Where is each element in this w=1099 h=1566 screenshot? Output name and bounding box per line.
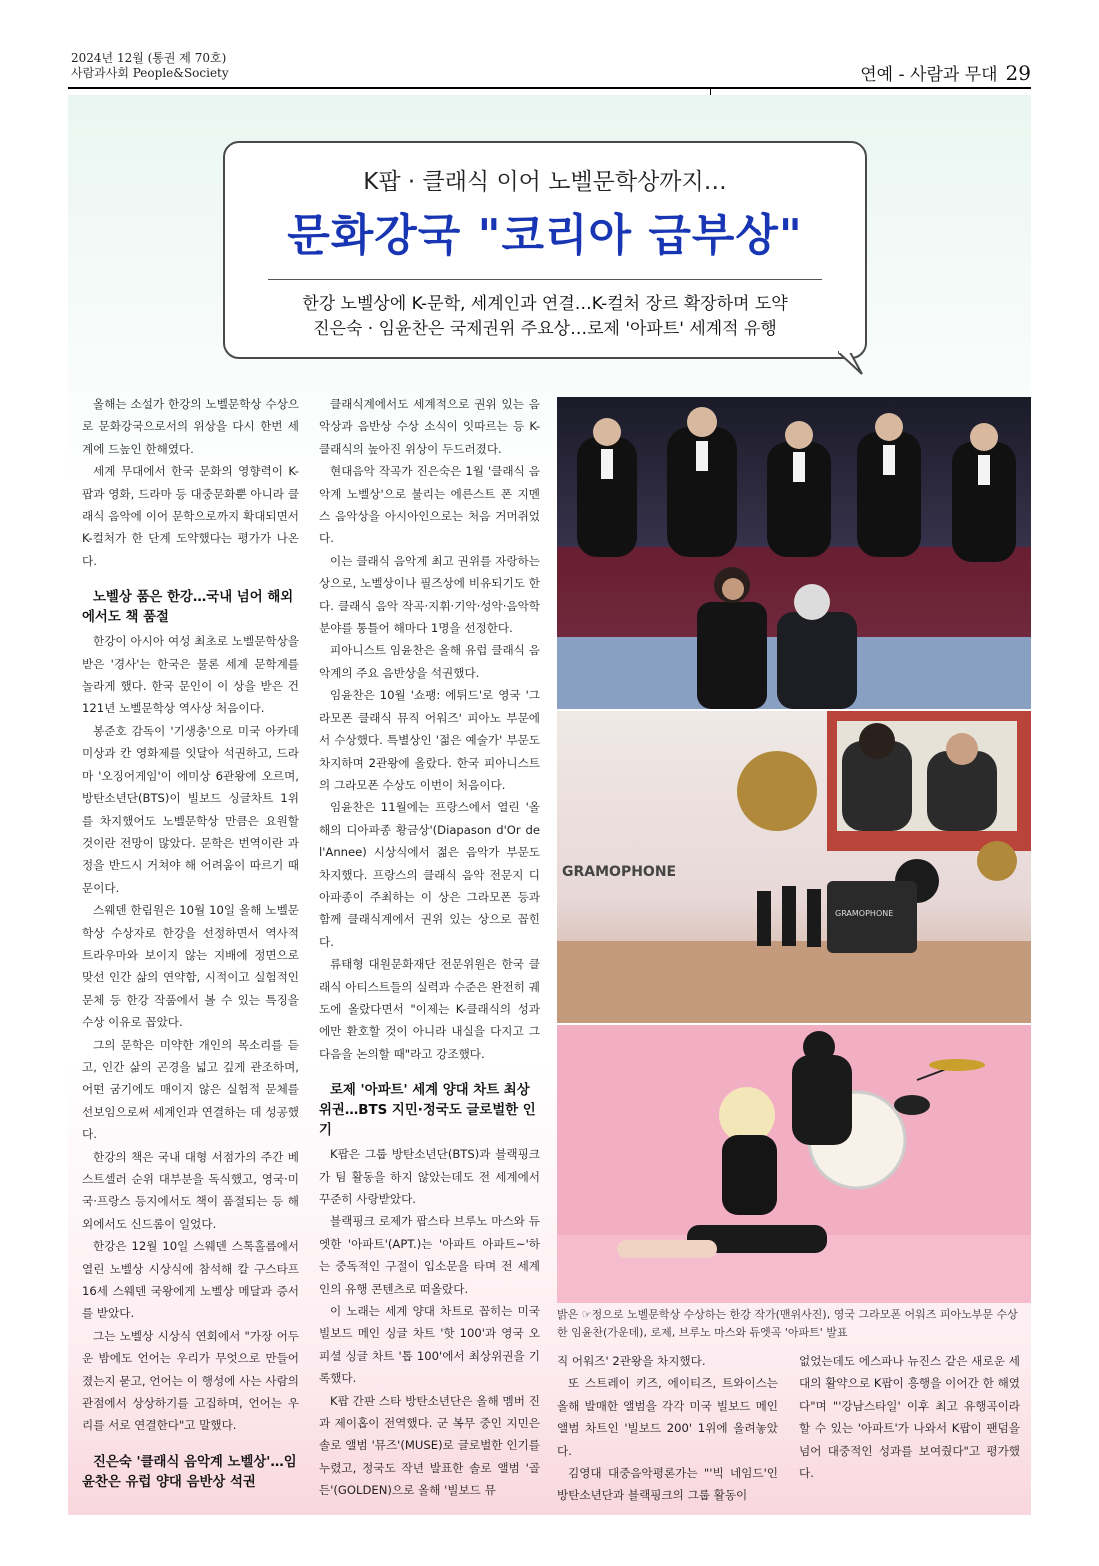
paragraph: K팝은 그룹 방탄소년단(BTS)과 블랙핑크가 팀 활동을 하지 않았는데도 전 세계에서 꾸준히 사랑받았다. (319, 1147, 540, 1206)
deck-line-2: 진은숙 · 임윤찬은 국제권위 주요상…로제 '아파트' 세계적 유행 (313, 319, 777, 339)
issue-date: 2024년 12월 (통권 제 70호) (71, 51, 227, 65)
article-column-2 (319, 393, 540, 1502)
lectern-sign: GRAMOPHONE (835, 909, 894, 918)
header-rule (68, 87, 1031, 89)
article-column-3 (557, 1350, 778, 1507)
photo-rose-bruno-mars (557, 1025, 1031, 1303)
publication-name: 사람과사회 People&Society (71, 66, 229, 80)
paragraph: 임윤찬은 11월에는 프랑스에서 열린 '올해의 디아파종 황금상'(Diapason d'Or de l'Annee) 시상식에서 젊은 음악가 부문도 차지했다. 프랑스의 클래식 음악 전문지 디아파종이 주최하는 이 상은 그라모폰 등과 함께 클래식계에서 권위 있는 상으로 꼽힌다. (319, 800, 540, 949)
page-number: 29 (1005, 61, 1031, 85)
paragraph: 임윤찬은 10월 '쇼팽: 에튀드'로 영국 '그라모폰 클래식 뮤직 어워즈' 피아노 부문에서 수상했다. 특별상인 '젊은 예술가' 부문도 차지하며 2관왕에 올랐다. 한국 피아니스트의 그라모폰 수상도 이번이 처음이다. (319, 688, 540, 792)
paragraph: K팝 간판 스타 방탄소년단은 올해 멤버 진과 제이홉이 전역했다. 군 복무 중인 지민은 솔로 앨범 '뮤즈'(MUSE)로 글로벌한 인기를 누렸고, 정국도 작년 발표한 솔로 앨범 '골든'(GOLDEN)으로 올해 '빌보드 뮤 (319, 1393, 540, 1498)
subheading: 로제 '아파트' 세계 양대 차트 최상위권…BTS 지민·정국도 글로벌한 인기 (319, 1083, 536, 1139)
subheading: 노벨상 품은 한강…국내 넘어 해외에서도 책 품절 (82, 590, 294, 626)
paragraph: 피아니스트 임윤찬은 올해 유럽 클래식 음악계의 주요 음반상을 석권했다. (319, 643, 540, 680)
paragraph: 이는 클래식 음악계 최고 권위를 자랑하는 상으로, 노벨상이나 필즈상에 비유되기도 한다. 클래식 음악 작곡·지휘·기악·성악·음악학 분야를 통틀어 해마다 1명을 선정한다. (319, 553, 540, 636)
paragraph: 김영대 대중음악평론가는 "'빅 네임드'인 방탄소년단과 블랙핑크의 그룹 활동이 (557, 1466, 778, 1503)
deck-line-1: 한강 노벨상에 K-문학, 세계인과 연결…K-컬처 장르 확장하며 도약 (302, 294, 788, 314)
issue-info (71, 51, 229, 81)
photo-nobel-ceremony (557, 397, 1031, 709)
paragraph: 또 스트레이 키즈, 에이티즈, 트와이스는 올해 발매한 앨범을 각각 미국 빌보드 메인 앨범 차트인 '빌보드 200' 1위에 올려놓았다. (557, 1376, 778, 1458)
bubble-tail (838, 350, 864, 376)
paragraph: 직 어워즈' 2관왕을 차지했다. (557, 1354, 706, 1368)
article-column-4 (799, 1350, 1020, 1484)
paragraph: 그는 노벨상 시상식 연회에서 "가장 어두운 밤에도 언어는 우리가 무엇으로 만들어졌는지 묻고, 언어는 이 행성에 사는 사람의 관점에서 상상하기를 고집하며, 언어는 우리를 서로 연결한다"고 말했다. (82, 1328, 299, 1433)
headline-title: 문화강국 "코리아 급부상" (287, 210, 803, 261)
paragraph: 현대음악 작곡가 진은숙은 1월 '클래식 음악계 노벨상'으로 불리는 에른스트 폰 지멘스 음악상을 아시아인으로는 처음 거머쥐었다. (319, 464, 540, 546)
paragraph: 스웨덴 한림원은 10월 10일 올해 노벨문학상 수상자로 한강을 선정하면서 역사적 트라우마와 보이지 않는 지배에 정면으로 맞선 인간 삶의 연약함, 시적이고 실험적인 문체 등 한강 작품에서 볼 수 있는 특징을 수상 이유로 꼽았다. (82, 903, 299, 1030)
article-column-1 (82, 393, 299, 1495)
paragraph: 없었는데도 에스파나 뉴진스 같은 새로운 세대의 활약으로 K팝이 흥행을 이어간 한 해였다"며 "'강남스타일' 이후 최고 유행곡이라 할 수 있는 '아파트'가 나와서 K팝이 팬덤을 넘어 대중적인 성과를 보여줬다"고 평가했다. (799, 1354, 1020, 1481)
headline-kicker: K팝 · 클래식 이어 노벨문학상까지… (363, 169, 727, 195)
gramophone-wall-text: GRAMOPHONE (562, 864, 677, 880)
paragraph: 한강의 책은 국내 대형 서점가의 주간 베스트셀러 순위 대부분을 독식했고, 영국·미국·프랑스 등지에서도 책이 품절되는 등 해외에서도 신드롬이 일었다. (82, 1149, 299, 1231)
paragraph: 세계 무대에서 한국 문화의 영향력이 K-팝과 영화, 드라마 등 대중문화뿐 아니라 클래식 음악에 이어 문학으로까지 확대되면서 K-컬처가 한 단계 도약했다는 평가가 나온다. (82, 464, 299, 568)
paragraph: 이 노래는 세계 양대 차트로 꼽히는 미국 빌보드 메인 싱글 차트 '핫 100'과 영국 오피셜 싱글 차트 '톱 100'에서 최상위권을 기록했다. (319, 1304, 540, 1386)
paragraph: 올해는 소설가 한강의 노벨문학상 수상으로 문화강국으로서의 위상을 다시 한번 세계에 드높인 한해였다. (82, 397, 299, 456)
headline-deck (225, 292, 865, 342)
paragraph: 블랙핑크 로제가 팝스타 브루노 마스와 듀엣한 '아파트'(APT.)는 '아파트 아파트~'하는 중독적인 구절이 입소문을 타며 전 세계인의 유행 콘텐츠로 떠올랐다. (319, 1214, 540, 1296)
photo-gramophone-awards (557, 711, 1031, 1023)
paragraph: 한강은 12월 10일 스웨덴 스톡홀름에서 열린 노벨상 시상식에 참석해 칼 구스타프 16세 스웨덴 국왕에게 노벨상 메달과 증서를 받았다. (82, 1239, 299, 1321)
headline-box (223, 141, 867, 359)
section-header (860, 60, 1031, 85)
paragraph: 류태형 대원문화재단 전문위원은 한국 클래식 아티스트들의 실력과 수준은 완전히 궤도에 올랐다면서 "이제는 K-클래식의 성과에만 환호할 것이 아니라 내실을 다지고 그다음을 논의할 때"라고 강조했다. (319, 957, 540, 1061)
paragraph: 클래식계에서도 세계적으로 권위 있는 음악상과 음반상 수상 소식이 잇따르는 등 K-클래식의 높아진 위상이 두드러졌다. (319, 397, 540, 456)
section-name: 연예 - 사람과 무대 (860, 65, 998, 85)
headline-rule (268, 279, 822, 280)
paragraph: 한강이 아시아 여성 최초로 노벨문학상을 받은 '경사'는 한국은 물론 세계 문학계를 놀라게 했다. 한국 문인이 이 상을 받은 건 121년 노벨문학상 역사상 처음이다. (82, 634, 299, 716)
subheading: 진은숙 '클래식 음악계 노벨상'…임윤찬은 유럽 양대 음반상 석권 (82, 1454, 297, 1490)
paragraph: 봉준호 감독이 '기생충'으로 미국 아카데미상과 칸 영화제를 잇달아 석권하고, 드라마 '오징어게임'이 에미상 6관왕에 오르며, 방탄소년단(BTS)이 빌보드 싱글차트 1위를 차지했어도 노벨문학상 만큼은 요원할 것이란 전망이 많았다. 문학은 번역이란 과정을 반드시 거쳐야 해 어려움이 따르기 때문이다. (82, 723, 299, 895)
photo-caption: 밝은 ☞정으로 노벨문학상 수상하는 한강 작가(맨위사진), 영국 그라모폰 어워즈 피아노부문 수상한 임윤찬(가운데), 로제, 브루노 마스와 듀엣곡 '아파트' 발표 (557, 1308, 1018, 1339)
paragraph: 그의 문학은 미약한 개인의 목소리를 듣고, 인간 삶의 곤경을 넓고 깊게 관조하며, 어떤 굼기에도 매이지 않은 실험적 문체를 선보임으로써 세계인과 연결하는 데 성공했다. (82, 1037, 299, 1142)
